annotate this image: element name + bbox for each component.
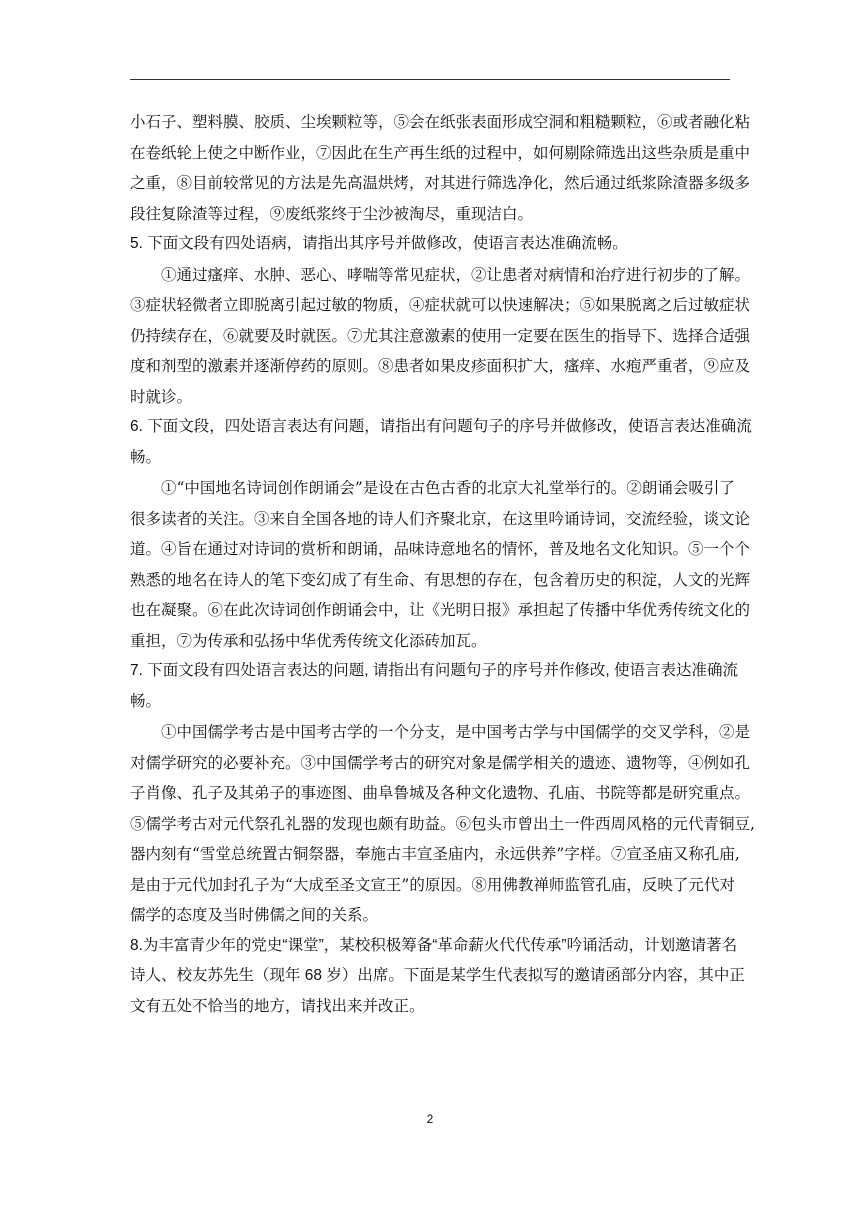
text-line: ③症状轻微者立即脱离引起过敏的物质，④症状就可以快速解决；⑤如果脱离之后过敏症状 <box>130 296 751 314</box>
text-line: 道。④旨在通过对诗词的赏析和朗诵，品味诗意地名的情怀，普及地名文化知识。⑤一个个 <box>130 540 751 558</box>
text-line: ①通过瘙痒、水肿、恶心、哮喘等常见症状，②让患者对病情和治疗进行初步的了解。 <box>161 265 751 284</box>
question-6 <box>130 412 752 473</box>
text-line: ①中国儒学考古是中国考古学的一个分支，是中国考古学与中国儒学的交叉学科，②是 <box>161 723 751 741</box>
text-line: 8.为丰富青少年的党史“课堂”，某校积极筹备“革命薪火代代传承”吟诵活动，计划邀请著名 <box>130 936 738 954</box>
text-line: 时就诊。 <box>130 387 193 406</box>
question-7-passage <box>130 717 755 931</box>
question-5-passage <box>130 260 751 413</box>
question-5 <box>130 229 730 260</box>
text-line: 6. 下面文段，四处语言表达有问题，请指出有问题句子的序号并做修改，使语言表达准确流 <box>130 418 752 435</box>
text-line: 是由于元代加封孔子为“大成至圣文宣王”的原因。⑧用佛教禅师监管孔庙，反映了元代对 <box>130 875 735 894</box>
text-line: ①“中国地名诗词创作朗诵会”是设在古色古香的北京大礼堂举行的。②朗诵会吸引了 <box>161 479 735 497</box>
text-line: 也在凝聚。⑥在此次诗词创作朗诵会中，让《光明日报》承担起了传播中华优秀传统文化的 <box>130 601 751 619</box>
document-body <box>130 107 755 1022</box>
prev-passage-continued <box>130 107 751 229</box>
question-7 <box>130 656 738 717</box>
text-line: 在卷纸轮上使之中断作业，⑦因此在生产再生纸的过程中，如何剔除筛选出这些杂质是重中 <box>130 143 751 162</box>
text-line: ⑤儒学考古对元代祭孔礼器的发现也颇有助益。⑥包头市曾出土一件西周风格的元代青铜豆, <box>130 814 755 833</box>
text-line: 度和剂型的激素并逐渐停药的原则。⑧患者如果皮疹面积扩大，瘙痒、水疱严重者，⑨应及 <box>130 357 751 375</box>
text-line: 重担，⑦为传承和弘扬中华优秀传统文化添砖加瓦。 <box>130 631 487 650</box>
text-line: 小石子、塑料膜、胶质、尘埃颗粒等，⑤会在纸张表面形成空洞和粗糙颗粒，⑥或者融化粘 <box>130 113 751 131</box>
question-8 <box>130 931 745 1023</box>
text-line: 仍持续存在，⑥就要及时就医。⑦尤其注意激素的使用一定要在医生的指导下、选择合适强 <box>130 326 751 345</box>
text-line: 畅。 <box>130 448 162 466</box>
text-line: 5. 下面文段有四处语病，请指出其序号并做修改，使语言表达准确流畅。 <box>130 235 628 252</box>
text-line: 子肖像、孔子及其弟子的事迹图、曲阜鲁城及各种文化遗物、孔庙、书院等都是研究重点。 <box>130 784 751 802</box>
text-line: 之重，⑧目前较常见的方法是先高温烘烤，对其进行筛选净化，然后通过纸浆除渣器多级多 <box>130 174 751 192</box>
text-line: 诗人、校友苏先生（现年 68 岁）出席。下面是某学生代表拟写的邀请函部分内容，其中正 <box>130 967 745 984</box>
text-line: 7. 下面文段有四处语言表达的问题, 请指出有问题句子的序号并作修改, 使语言表达准确流 <box>130 662 738 679</box>
text-line: 熟悉的地名在诗人的笔下变幻成了有生命、有思想的存在，包含着历史的积淀，人文的光辉 <box>130 570 751 589</box>
page-number: 2 <box>426 1112 434 1126</box>
text-line: 段往复除渣等过程，⑨废纸浆终于尘沙被淘尽，重现洁白。 <box>130 204 534 223</box>
text-line: 畅。 <box>130 692 162 710</box>
text-line: 器内刻有“雪堂总统置古铜祭器，奉施古丰宣圣庙内，永远供养”字样。⑦宣圣庙又称孔庙, <box>130 845 740 863</box>
text-line: 儒学的态度及当时佛儒之间的关系。 <box>130 906 379 924</box>
header-rule <box>130 79 730 80</box>
text-line: 很多读者的关注。③来自全国各地的诗人们齐聚北京，在这里吟诵诗词，交流经验，谈文论 <box>130 509 751 528</box>
text-line: 文有五处不恰当的地方，请找出来并改正。 <box>130 997 425 1015</box>
question-6-passage <box>130 473 751 656</box>
text-line: 对儒学研究的必要补充。③中国儒学考古的研究对象是儒学相关的遗迹、遗物等，④例如孔 <box>130 753 751 772</box>
